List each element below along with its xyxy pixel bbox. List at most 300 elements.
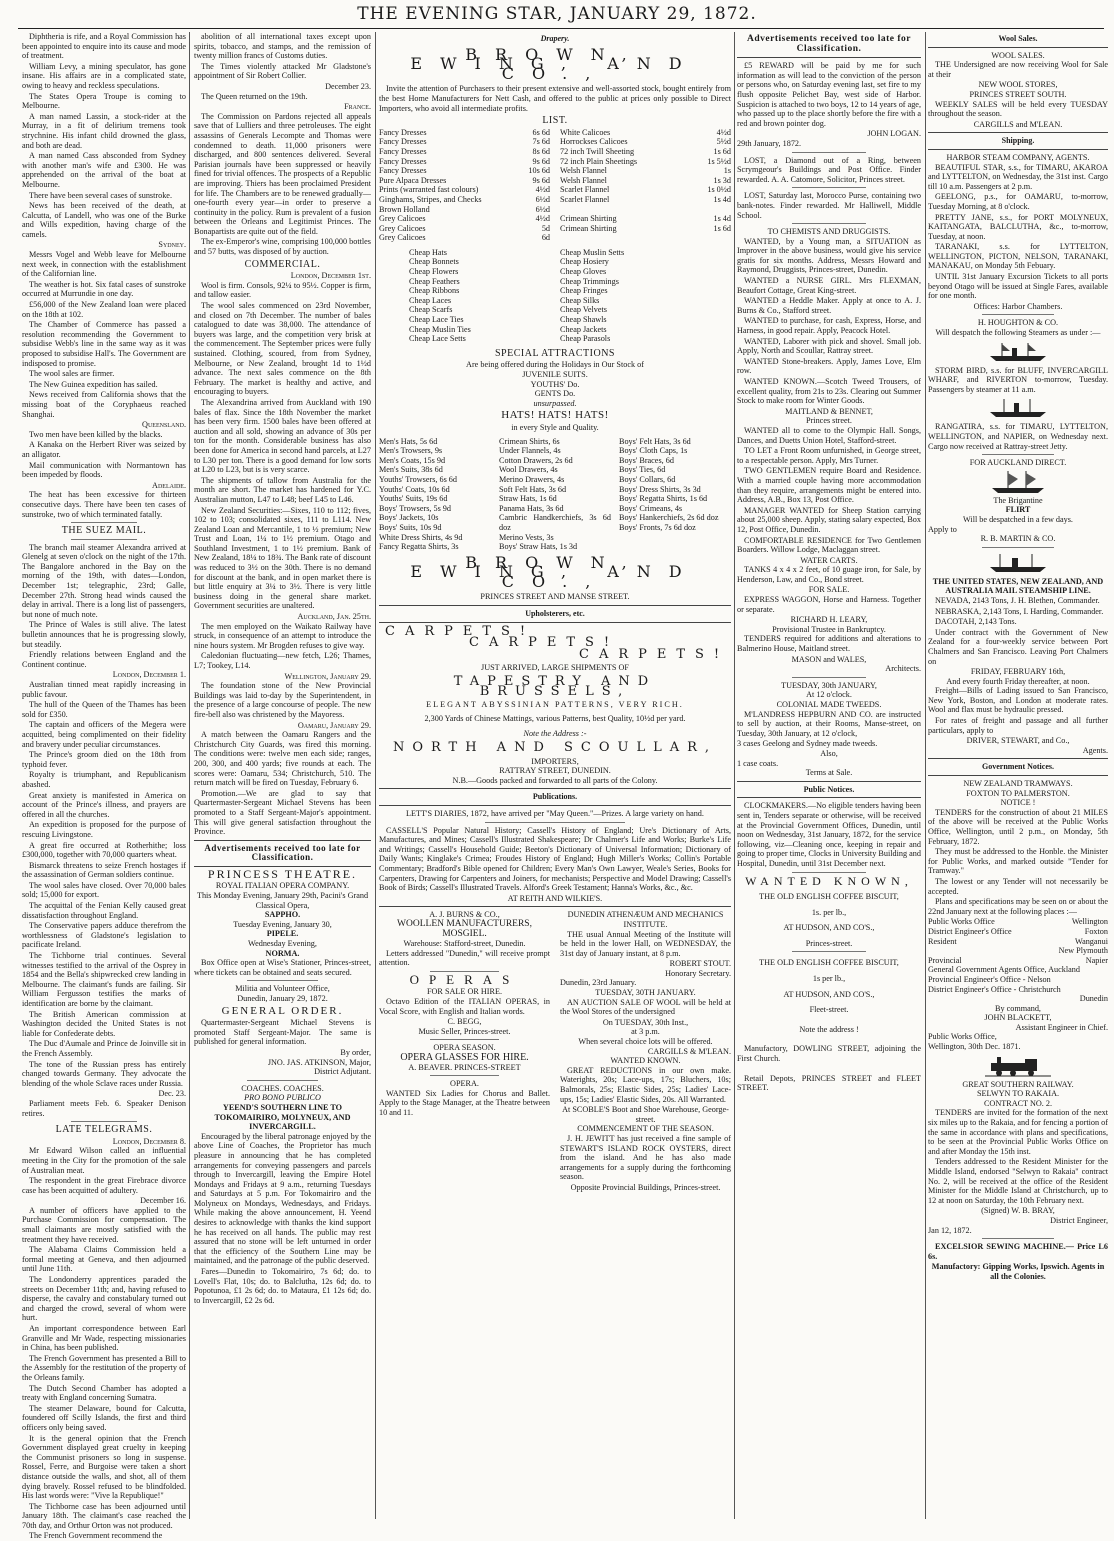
news-paragraph: The men employed on the Waikato Railway have struck, in consequence of an attempt to introduce the nine hours system. Mr Brogden refuses to give way. bbox=[194, 621, 371, 650]
ad-title: COLONIAL MADE TWEEDS. bbox=[776, 700, 882, 709]
news-paragraph: The tone of the Russian press has entirely changed towards Germany. They advocate the blending of the whole Sclave races under Russia. bbox=[22, 1059, 186, 1088]
ad-line: PIPELE. bbox=[266, 929, 299, 939]
price-row bbox=[379, 224, 550, 234]
price-row bbox=[560, 147, 731, 157]
small-ads-left bbox=[379, 910, 550, 1192]
news-paragraph: Bismarck threatens to seize French hostages if the assassination of German soldiers continue. bbox=[22, 860, 186, 880]
ad-line: 3 cases Geelong and Sydney made tweeds. bbox=[737, 739, 878, 749]
price-row-value: 4½d bbox=[716, 127, 731, 137]
divider bbox=[430, 1075, 498, 1076]
news-paragraph: abolition of all international taxes except upon spirits, tobacco, and stamps, and the remission of twenty million francs of Customs duties. bbox=[194, 32, 371, 61]
price-row bbox=[560, 166, 731, 176]
ad-line: THE usual Annual Meeting of the Institute will be held in the lower Hall, on WEDNESDAY, the 31st day of January instant, at 8 p.m. bbox=[560, 929, 731, 958]
price-row-value: 9s 6d bbox=[532, 156, 550, 166]
ad-line: 29th January, 1872. bbox=[737, 138, 802, 148]
price-row-value: 10s 6d bbox=[528, 166, 550, 176]
price-row-label: Crimean Shirting bbox=[560, 214, 617, 224]
ad-line: WANTED a NURSE GIRL. Mrs FLEXMAN, Beaufort Cottage, Great King-street. bbox=[737, 276, 921, 295]
news-paragraph: News received from California shows that the missing boat of the Coryphaeus reached Shanghai. bbox=[22, 390, 186, 419]
ad-line: in every Style and Quality. bbox=[511, 422, 599, 432]
ad-line: They must be addressed to the Honble. the Minister for Public Works, and marked outside "Tender for Tramway." bbox=[928, 847, 1108, 876]
ad-line: CARGILLS and M'LEAN. bbox=[973, 119, 1063, 129]
price-row-label: Fancy Dresses bbox=[379, 166, 427, 176]
news-paragraph: The Prince of Wales is still alive. The latest bulletin announces that he is progressing slowly, but steadily. bbox=[22, 620, 186, 649]
ad-line: District Engineer's Office - Christchurch bbox=[928, 984, 1061, 994]
clothing-item: Boys' Ties, 6d bbox=[619, 465, 666, 475]
ad-line: Public Works Office, bbox=[928, 1032, 997, 1042]
ad-line: MAITLAND & BENNET, bbox=[785, 406, 873, 416]
news-paragraph: Wool is firm. Consols, 92¼ to 95½. Copper is firm, and tallow easier. bbox=[194, 280, 371, 300]
news-paragraph: Mail communication with Normantown has been impeded by floods. bbox=[22, 460, 186, 480]
price-row-label: 72 inch Plain Sheetings bbox=[560, 156, 638, 166]
price-row bbox=[560, 224, 731, 234]
ad-line: NEW WOOL STORES, bbox=[978, 80, 1058, 90]
column-divider bbox=[375, 32, 376, 1519]
news-paragraph: A number of officers have applied to the Purchase Commission for compensation. The small claimants are mostly satisfied with the treatment they have received. bbox=[22, 1205, 186, 1244]
ad-title: OPERA GLASSES FOR HIRE. bbox=[400, 1052, 529, 1064]
price-row-label: Fancy Dresses bbox=[379, 137, 427, 147]
ad-line: RICHARD H. LEARY, bbox=[790, 615, 868, 625]
clothing-item: Fancy Regatta Shirts, 3s bbox=[379, 542, 459, 552]
price-row-label: Brown Holland bbox=[379, 204, 430, 214]
ad-line: Wednesday Evening, bbox=[248, 939, 317, 949]
ad-line: TO LET a Front Room unfurnished, in George street, to a respectable person. Apply, Mrs Turner. bbox=[737, 446, 921, 465]
place-row-label: District Engineer's Office bbox=[928, 926, 1012, 936]
clothing-item: Wool Drawers, 4s bbox=[499, 465, 558, 475]
divider bbox=[982, 547, 1054, 548]
clothing-item: Soft Felt Hats, 3s 6d bbox=[499, 484, 567, 494]
price-row-label: Welsh Flannel bbox=[560, 175, 607, 185]
clothing-item: Boys' Braces, 6d bbox=[619, 455, 674, 465]
ad-line: OPERA. bbox=[450, 1079, 479, 1089]
ad-line: Note the address ! bbox=[799, 1024, 859, 1034]
ad-line: NEVADA, 2143 Tons, J. H. Blethen, Commander. bbox=[935, 595, 1100, 605]
ad-line: JOHN BLACKETT, bbox=[984, 1013, 1052, 1023]
news-paragraph: An important correspondence between Earl Granville and Mr Wade, respecting missionaries in China, has been published. bbox=[22, 1324, 186, 1353]
steamship-icon bbox=[928, 396, 1108, 420]
price-list bbox=[379, 128, 731, 243]
price-row bbox=[379, 137, 550, 147]
dateline: Wellington, January 29. bbox=[284, 671, 371, 681]
news-paragraph: The French Government recommend the bbox=[29, 1531, 163, 1541]
news-paragraph: A man named Cass absconded from Sydney with another man's wife and £300. He was apprehended on the arrival of the boat at Melbourne. bbox=[22, 151, 186, 189]
column-divider bbox=[189, 32, 190, 1519]
divider bbox=[379, 605, 731, 606]
ad-line: This Monday Evening, January 29th, Pacini's Grand Classical Opera, bbox=[196, 891, 369, 910]
ad-line: (Signed) W. B. BRAY, bbox=[981, 1206, 1055, 1216]
ad-line: Will be despatched in a few days. bbox=[963, 514, 1073, 524]
price-row bbox=[379, 233, 550, 243]
ad-line: WANTED to purchase, for cash, Express, Horse, and Harness, in good repair. Apply, Peacock Hotel. bbox=[737, 316, 921, 336]
news-paragraph: The wool sales have closed. Over 70,000 bales sold; 15,000 for export. bbox=[22, 880, 186, 900]
price-row-value: 1s bbox=[723, 166, 731, 176]
ad-line: CLOCKMAKERS.—No eligible tenders having been sent in, Tenders separate or otherwise, will be received at the Provincial Government Offices, Dunedin, until noon on Wednesday, 31st January, 1872, for the service following, viz—Cleaning once, keeping in repair and going to proper time, Clocks in University Building and Hospital, Dunedin, until 31st December next. bbox=[737, 801, 921, 868]
ad-line: AT REITH AND WILKIE'S. bbox=[507, 893, 603, 903]
cheap-list-right bbox=[560, 248, 701, 344]
news-paragraph: The Queen returned on the 19th. bbox=[201, 91, 308, 101]
news-paragraph: The ex-Emperor's wine, comprising 100,000 bottles and 57 butts, was disposed of by auction. bbox=[194, 237, 371, 257]
ad-line: Retail Depots, PRINCES STREET and FLEET STREET. bbox=[737, 1073, 921, 1093]
price-row-label: Scarlet Flannel bbox=[560, 185, 610, 195]
price-row-label: White Calicoes bbox=[560, 127, 611, 137]
news-paragraph: New Zealand Securities:—Sixes, 110 to 112; fives, 102 to 103; consolidated sixes, 111 to L114. New Zealand Loan and Mercantile, 1 to ½ premium; New Trust and Loan, 1¼ to 1½ premium. Otago and Southland Investment, 1 to 1½ premium. Bank of New Zealand, 18¼ to 18¾. The Bank rate of discount was reduced to 3½ on the 30th. There is no demand for discount at the bank, and in open market there is but little enquiry at 3¼ to 3½. There is very little business doing in the general share market. Government securities are unaltered. bbox=[194, 505, 371, 611]
cheap-item: Cheap Bonnets bbox=[409, 257, 459, 267]
ad-title: NEW ZEALAND TRAMWAYS. bbox=[963, 779, 1073, 789]
place-row-value: Foxton bbox=[1084, 926, 1108, 936]
place-row bbox=[928, 956, 1108, 966]
news-paragraph: Mr Edward Wilson called an influential meeting in the City for the promotion of the sale of Australian meat. bbox=[22, 1146, 186, 1175]
masthead-rule bbox=[18, 28, 1104, 29]
clothing-list-c bbox=[619, 437, 731, 552]
news-paragraph: The States Opera Troupe is coming to Melbourne. bbox=[22, 91, 186, 111]
ad-line: JUST ARRIVED, LARGE SHIPMENTS OF bbox=[481, 663, 629, 673]
price-row bbox=[379, 147, 550, 157]
ad-line: THE Undersigned are now receiving Wool for Sale at their bbox=[928, 60, 1108, 79]
ad-line: Music Seller, Princes-street. bbox=[418, 1026, 511, 1036]
cheap-item: Cheap Gloves bbox=[560, 267, 607, 277]
dateline: Queensland. bbox=[142, 420, 186, 430]
price-row-value: 1s 6d bbox=[713, 223, 731, 233]
news-paragraph: The Dutch Second Chamber has adopted a treaty with England concerning Sumatra. bbox=[22, 1383, 186, 1403]
price-row-label: 72 inch Twill Sheeting bbox=[560, 146, 635, 156]
cheap-item: Cheap Lace Setts bbox=[409, 334, 466, 344]
ad-line: General Government Agents Office, Auckland bbox=[928, 965, 1080, 975]
price-row-value: 4½d bbox=[535, 214, 550, 224]
news-paragraph: The Alabama Claims Commission held a formal meeting at Geneva, and then adjourned until June 11th. bbox=[22, 1245, 186, 1274]
price-row-label: Welsh Flannel bbox=[560, 166, 607, 176]
ad-line: PRINCES STREET SOUTH. bbox=[969, 89, 1067, 99]
ad-line: FRIDAY, FEBRUARY 16th, bbox=[970, 667, 1066, 677]
ad-line: Militia and Volunteer Office, bbox=[235, 984, 330, 994]
ad-line: Plans and specifications may be seen on or about the 22nd January next at the following places :— bbox=[928, 897, 1108, 916]
news-paragraph: The Chamber of Commerce has passed a resolution recommending the Government to subsidise Webb's line in the same way as it was proposed to subsidise Hall's. The Government are indisposed to promise. bbox=[22, 320, 186, 368]
place-row-value: Wanganui bbox=[1075, 936, 1108, 946]
clothing-item: Boys' Jackets, 10s bbox=[379, 513, 439, 523]
section-heading: Government Notices. bbox=[982, 762, 1054, 772]
ad-line: PRETTY JANE, s.s., for PORT MOLYNEUX, KAITANGATA, BALCLUTHA, &c., to-morrow, Tuesday, at noon. bbox=[928, 212, 1108, 241]
clothing-item: Youths' Trowsers, 6s 6d bbox=[379, 474, 457, 484]
cheap-list-left bbox=[409, 248, 550, 344]
ad-line: JNO. JAS. ATKINSON, Major, bbox=[267, 1057, 371, 1067]
clothing-item: Boys' Straw Hats, 1s 3d bbox=[499, 542, 578, 552]
ad-title: TUESDAY, 30th JANUARY, bbox=[781, 680, 877, 690]
divider bbox=[792, 187, 866, 188]
column-3-ads bbox=[379, 32, 731, 1521]
ad-line: Tuesday Evening, January 30, bbox=[233, 919, 332, 929]
ad-line: MANAGER WANTED for Sheep Station carrying about 25,000 sheep. Apply, stating salary expected, Box 12, Post Office, Dunedin. bbox=[737, 505, 921, 534]
ad-line: at 3 p.m. bbox=[631, 1027, 660, 1037]
price-row-label: Grey Calicoes bbox=[379, 214, 426, 224]
ad-line: Freight—Bills of Lading issued to San Francisco, New York, Boston, and London at moderate rates. Wool and flax must be hydraulic pressed. bbox=[928, 686, 1108, 715]
news-paragraph: There have been several cases of sunstroke. bbox=[29, 190, 172, 200]
clothing-item: Boys' Dress Shirts, 3s 3d bbox=[619, 484, 701, 494]
ad-line: R. B. MARTIN & CO. bbox=[980, 534, 1056, 544]
clothing-item: Boys' Cloth Caps, 1s bbox=[619, 446, 688, 456]
ad-line: 1s. per lb., bbox=[811, 907, 847, 917]
ad-title: OPERAS bbox=[409, 971, 520, 987]
ad-line: Assistant Engineer in Chief. bbox=[1015, 1022, 1108, 1032]
clothing-item: Youths' Coats, 10s 6d bbox=[379, 484, 450, 494]
price-row bbox=[379, 214, 550, 224]
ad-line: FOR SALE OR HIRE. bbox=[426, 987, 503, 997]
news-paragraph: The Tichborne trial continues. Several witnesses testified to the arrival of the Osprey in 1854 and the Bella's shipwrecked crew landing in Melbourne. The claimant's funds are failing. Sir William Fergusson testifies the marks of identification are borne by the claimant. bbox=[22, 951, 186, 1008]
masthead: THE EVENING STAR, JANUARY 29, 1872. bbox=[357, 4, 757, 24]
price-row-value: 6½d bbox=[535, 194, 550, 204]
ad-line: District Engineer, bbox=[1050, 1215, 1108, 1225]
ad-title: GREAT SOUTHERN RAILWAY. bbox=[962, 1079, 1074, 1089]
clothing-item: Boys' Crimeans, 4s bbox=[619, 503, 683, 513]
ad-line: AT HUDSON, AND CO'S., bbox=[783, 923, 875, 933]
price-row-value: 5½d bbox=[716, 137, 731, 147]
section-heading: Shipping. bbox=[1001, 136, 1035, 146]
price-row bbox=[560, 185, 731, 195]
ad-line: DRIVER, STEWART, and Co., bbox=[966, 736, 1070, 746]
locomotive-icon bbox=[928, 1054, 1108, 1078]
ad-line: ROBERT STOUT. bbox=[669, 959, 731, 969]
ad-line: Are being offered during the Holidays in Our Stock of bbox=[466, 360, 644, 370]
clothing-item: Men's Trowsers, 9s bbox=[379, 446, 443, 456]
ad-title: THE UNITED STATES, NEW ZEALAND, AND AUSTRALIA MAIL STEAMSHIP LINE. bbox=[932, 576, 1104, 596]
place-row bbox=[928, 937, 1108, 947]
column-5-ads bbox=[928, 32, 1108, 1521]
news-paragraph: The Times violently attacked Mr Gladstone's appointment of Sir Robert Collier. bbox=[194, 61, 371, 81]
firm-title: BROWN, EWING, AND CO., bbox=[410, 552, 700, 591]
clothing-item: Merino Vests, 3s bbox=[499, 532, 554, 542]
ad-line: LOST, Saturday last, Morocco Purse, containing two bank-notes. Finder rewarded. Mr Halliwell, Middle School. bbox=[737, 191, 921, 220]
ad-title: FOR AUCKLAND DIRECT. bbox=[969, 458, 1067, 468]
ad-line: BEAUTIFUL STAR, s.s., for TIMARU, AKAROA and LYTTELTON, on Wednesday, the 31st inst. Cargo till 10 a.m. Passengers at 2 p.m. bbox=[928, 162, 1108, 191]
news-paragraph: William Levy, a mining speculator, has gone insane. His affairs are in a complicated state, owing to heavy and reckless speculations. bbox=[22, 61, 186, 90]
ad-line: NOTICE ! bbox=[1000, 798, 1036, 808]
ad-line: FLIRT bbox=[1005, 505, 1031, 515]
section-heading: Wool Sales. bbox=[998, 34, 1038, 43]
divider bbox=[485, 822, 626, 823]
ad-line: GEELONG, p.s., for OAMARU, to-morrow, Tuesday Morning, at 8 o'clock. bbox=[928, 192, 1108, 211]
divider bbox=[792, 223, 866, 224]
ad-line: Honorary Secretary. bbox=[665, 968, 731, 978]
ad-line: LETT'S DIARIES, 1872, have arrived per "May Queen."—Prizes. A large variety on hand. bbox=[406, 808, 704, 818]
ad-line: On TUESDAY, 30th Inst., bbox=[602, 1017, 689, 1027]
price-row-label: Ginghams, Stripes, and Checks bbox=[379, 194, 482, 204]
dateline: Dec. 23. bbox=[158, 1089, 186, 1099]
ad-line: FOXTON TO PALMERSTON. bbox=[966, 788, 1070, 798]
price-row-label: Horrockses Calicoes bbox=[560, 137, 628, 147]
divider bbox=[379, 622, 731, 623]
clothing-item: Men's Hats, 5s 6d bbox=[379, 436, 438, 446]
section-heading: LATE TELEGRAMS. bbox=[55, 1124, 153, 1136]
divider bbox=[737, 781, 921, 782]
ad-line: Invite the attention of Purchasers to their present extensive and well-assorted stock, bought entirely from the best Home Manufacturers for Nett Cash, and offered to the public at prices only possible to Direct Importers, who avoid all intermediate profits. bbox=[379, 84, 731, 113]
clothing-item: Panama Hats, 3s 6d bbox=[499, 503, 564, 513]
news-paragraph: The respondent in the great Firebrace divorce case has been acquitted of adultery. bbox=[22, 1176, 186, 1195]
news-paragraph: Caledonian fluctuating—new fetch, L26; Thames, L7; Tookey, L14. bbox=[194, 651, 371, 670]
ad-line: Princes-street. bbox=[805, 938, 853, 948]
ad-line: THE OLD ENGLISH COFFEE BISCUIT, bbox=[759, 892, 899, 902]
divider bbox=[928, 758, 1108, 759]
ad-line: SAPPHO. bbox=[264, 910, 301, 920]
column-divider bbox=[925, 32, 926, 1519]
ad-line: EXPRESS WAGGON, Horse and Harness. Together or separate. bbox=[737, 595, 921, 614]
ad-line: PRO BONO PUBLICO bbox=[244, 1093, 321, 1103]
place-row-label: Provincial bbox=[928, 955, 962, 965]
column-2-news bbox=[194, 32, 371, 1521]
ad-line: Tenders addressed to the Resident Minister for the Middle Island, endorsed "Selwyn to Rakaia" contract No. 2, will be received at the office of the Resident Minister for the Middle Island at Christchurch, up to 12 at noon on Saturday, the 10th February next. bbox=[928, 1157, 1108, 1205]
cheap-item: Cheap Lace Ties bbox=[409, 315, 464, 325]
ad-title: WOOL SALES. bbox=[991, 50, 1045, 60]
clothing-item: Straw Hats, 1s 6d bbox=[499, 494, 557, 504]
price-list-left bbox=[379, 128, 550, 243]
ad-line: Under contract with the Government of New Zealand for a four-weekly service between Port Chalmers and San Francisco. Leaving Port Chalmers on bbox=[928, 627, 1108, 666]
ad-line: Provincial Engineer's Office - Nelson bbox=[928, 974, 1051, 984]
ad-line: 2,300 Yards of Chinese Mattings, various Patterns, best Quality, 10½d per yard. bbox=[424, 713, 686, 723]
price-row-value: 1s 4d bbox=[713, 194, 731, 204]
cheap-item: Cheap Fringes bbox=[560, 286, 608, 296]
price-row-label: Grey Calicoes bbox=[379, 233, 426, 243]
news-paragraph: The Prince's groom died on the 18th from typhoid fever. bbox=[22, 750, 186, 769]
ad-line: When several choice lots will be offered. bbox=[578, 1037, 713, 1047]
place-row-value: Wellington bbox=[1071, 917, 1108, 927]
clothing-item: Crimean Shirts, 6s bbox=[499, 436, 560, 446]
clothing-item: White Dress Shirts, 4s 9d bbox=[379, 532, 463, 542]
clothing-item: Boys' Trowsers, 5s 9d bbox=[379, 503, 451, 513]
ad-line: TENDERS required for additions and alterations to Balmerino House, Maitland street. bbox=[737, 634, 921, 654]
ad-line: Apply to bbox=[928, 524, 957, 534]
price-row-value: 7s 6d bbox=[532, 137, 550, 147]
place-row bbox=[928, 917, 1108, 927]
cheap-item: Cheap Flowers bbox=[409, 267, 459, 277]
ad-line: AT HUDSON, AND CO'S., bbox=[783, 989, 875, 999]
price-row bbox=[379, 195, 550, 205]
news-paragraph: It is the general opinion that the French Government displayed great cruelty in keeping the Communist prisoners so long in suspense. Rossel, Ferre, and Burgoise were taken a short distance outside the walls, and shot, all of them dying bravely. Rossel refused to be blindfolded. His last words were: "Vive la Republique!" bbox=[22, 1433, 186, 1501]
cheap-item: Cheap Muslin Ties bbox=[409, 324, 471, 334]
ad-line: COMFORTABLE RESIDENCE for Two Gentlemen Boarders. Willow Lodge, Maclaggan street. bbox=[737, 535, 921, 555]
clothing-item: Boys' Collars, 6d bbox=[619, 474, 676, 484]
ad-line: WANTED, by a Young man, a SITUATION as Improver in the above business, would give his service gratis for six months. Address, Messrs Howard and Raymond, Druggists, Princes-street, Dunedin. bbox=[737, 236, 921, 275]
clothing-list-a bbox=[379, 437, 491, 552]
ad-line: PRINCES STREET AND MANSE STREET. bbox=[480, 592, 630, 602]
clothing-item: Under Flannels, 4s bbox=[499, 446, 561, 456]
divider bbox=[928, 775, 1108, 776]
ad-line: Warehouse: Stafford-street, Dunedin. bbox=[403, 939, 526, 949]
price-row-value: 8s 6d bbox=[532, 146, 550, 156]
news-paragraph: The wool sales are firmer. bbox=[29, 369, 115, 379]
divider bbox=[737, 57, 921, 58]
price-row bbox=[379, 166, 550, 176]
news-paragraph: Diphtheria is rife, and a Royal Commission has been appointed to enquire into its cause and mode of treatment. bbox=[22, 32, 186, 61]
section-heading: SPECIAL ATTRACTIONS bbox=[495, 347, 615, 359]
news-paragraph: Australian tinned meat rapidly increasing in public favour. bbox=[22, 680, 186, 699]
ad-line: WANTED KNOWN. bbox=[610, 1056, 681, 1066]
price-row bbox=[560, 205, 731, 215]
ad-title: WATER CARTS. bbox=[800, 555, 858, 565]
ad-line: N.B.—Goods packed and forwarded to all parts of the Colony. bbox=[452, 775, 658, 785]
ad-line: WANTED Stone-breakers. Apply, James Love, Elm row. bbox=[737, 356, 921, 376]
carpets-title: CARPETS! bbox=[469, 635, 620, 651]
ad-line: OPERA SEASON. bbox=[433, 1043, 496, 1053]
clothing-item: Boys' Felt Hats, 3s 6d bbox=[619, 436, 691, 446]
ad-line: J. H. JEWITT has just received a fine sample of STEWART'S ISLAND ROCK OYSTERS, direct from the island. And he has also made arrangements for a supply during the forthcoming season. bbox=[560, 1133, 731, 1182]
divider bbox=[379, 805, 731, 806]
divider bbox=[379, 906, 731, 907]
place-row-label: Resident bbox=[928, 936, 957, 946]
ad-line: A. BEAVER. PRINCES-STREET bbox=[408, 1062, 521, 1072]
section-heading: Advertisements received too late for Classification. bbox=[204, 842, 361, 863]
news-paragraph: The heat has been excessive for thirteen consecutive days. There have been ten cases of sunstroke, two of which terminated fatally. bbox=[22, 490, 186, 519]
clothing-item: Boys' Regatta Shirts, 1s 6d bbox=[619, 494, 708, 504]
news-paragraph: A man named Lassin, a stock-rider at the Murray, in a fit of delirium tremens took strychnine. His infant child drowned the glass, and both are dead. bbox=[22, 111, 186, 150]
ad-line: GENTS Do. bbox=[534, 389, 576, 399]
ad-line: Offices: Harbor Chambers. bbox=[973, 301, 1063, 311]
ad-line: STORM BIRD, s.s. for BLUFF, INVERCARGILL WHARF, and RIVERTON to-morrow, Tuesday. Passengers by steamer at 11 a.m. bbox=[928, 365, 1108, 394]
cheap-item: Cheap Laces bbox=[409, 295, 452, 305]
ad-line: Princes street. bbox=[806, 416, 852, 426]
price-row-value: 6d bbox=[541, 233, 550, 243]
ad-line: WANTED, Laborer with pick and shovel. Small job. Apply, North and Scoullar, Rattray street. bbox=[737, 336, 921, 356]
ad-line: At 12 o'clock. bbox=[806, 690, 852, 700]
price-row-label: Grey Calicoes bbox=[379, 223, 426, 233]
divider bbox=[71, 1121, 137, 1122]
dateline: London, December 8. bbox=[112, 1136, 186, 1146]
section-heading: Upholsterers, etc. bbox=[525, 609, 585, 619]
ad-line: Provisional Trustee in Bankruptcy. bbox=[772, 624, 886, 634]
news-paragraph: The Duc d'Aumale and Prince de Joinville sit in the French Assembly. bbox=[22, 1039, 187, 1058]
ad-line: Encouraged by the liberal patronage enjoyed by the above Line of Coaches, the Proprietor has much pleasure in announcing that he has completed arrangements for conveying passengers and parcels through to Invercargill, leaving the Empire Hotel Mondays and Fridays at 9 a.m., returning Tuesdays and Saturdays at 5 p.m. For Tokomairiro and the Molyneux on Mondays, Wednesdays, and Fridays. While making the above announcement, H. Yeend desires to acknowledge with thanks the kind support he has received on all hands. The public may rest assured that no stone will be left unturned in order that the efficiency of the Southern Line may be maintained, and the patronage of the public deserved. bbox=[194, 1131, 371, 1266]
price-row bbox=[560, 176, 731, 186]
price-row-label: Prints (warranted fast colours) bbox=[379, 185, 479, 195]
price-row bbox=[560, 128, 731, 138]
ad-line: WANTED all to come to the Olympic Hall. Songs, Dances, and Duetts Union Hotel, Stafford-street. bbox=[737, 425, 921, 445]
section-heading: Advertisements received too late for Classification. bbox=[747, 34, 911, 54]
dateline: London, December 1. bbox=[112, 670, 186, 680]
ad-title: HARBOR STEAM COMPANY, AGENTS. bbox=[946, 152, 1090, 162]
clothing-item: Boys' Hankerchiefs, 2s 6d doz bbox=[619, 513, 719, 523]
clothing-item: Merino Drawers, 4s bbox=[499, 474, 565, 484]
divider bbox=[792, 677, 866, 678]
news-paragraph: The shipments of tallow from Australia for the month are short. The market has hardened for Y.C. Australian mutton, L47 to L48; beef L45 to L46. bbox=[194, 475, 371, 504]
divider bbox=[928, 47, 1108, 48]
ad-line: TWO GENTLEMEN require Board and Residence. With a married couple having more accommodation than they require, arrangements might be entered into. Address, A.B., Box 13, Post Office. bbox=[737, 466, 921, 505]
news-paragraph: Great anxiety is manifested in America on account of the Prince's illness, and prayers are offered in all the churches. bbox=[22, 790, 186, 819]
section-heading: Publications. bbox=[532, 792, 578, 802]
clothing-list-b bbox=[499, 437, 611, 552]
price-row bbox=[379, 205, 550, 215]
news-paragraph: A Kanaka on the Herbert River was seized by an alligator. bbox=[22, 440, 186, 459]
ad-line: WANTED a Heddle Maker. Apply at once to A. J. Burns & Co., Stafford street. bbox=[737, 296, 921, 315]
ad-title: NORTH AND SCOULLAR, bbox=[392, 740, 718, 755]
price-row bbox=[560, 195, 731, 205]
news-paragraph: Two men have been killed by the blacks. bbox=[29, 429, 163, 439]
ad-title: DUNEDIN ATHENÆUM AND MECHANICS INSTITUTE. bbox=[567, 910, 724, 929]
ad-line: TANKS 4 x 4 x 2 feet, of 10 guage iron, for Sale, by Henderson, Law, and Co., Bond street. bbox=[737, 565, 921, 584]
price-row bbox=[560, 137, 731, 147]
column-1-news bbox=[22, 32, 187, 1541]
ad-line: WANTED Six Ladies for Chorus and Ballet. Apply to the Stage Manager, at the Theatre between 10 and 11. bbox=[379, 1088, 550, 1117]
price-row bbox=[560, 157, 731, 167]
cheap-item: Cheap Muslin Setts bbox=[560, 247, 625, 257]
place-row bbox=[928, 927, 1108, 937]
price-row-value: 9s 6d bbox=[532, 175, 550, 185]
ad-line: District Adjutant. bbox=[314, 1067, 371, 1077]
dateline: December 23. bbox=[325, 81, 371, 91]
news-paragraph: £56,000 of the New Zealand loan were placed on the 18th at 102. bbox=[22, 300, 186, 319]
price-row-value: 4½d bbox=[535, 185, 550, 195]
ad-line: ELEGANT ABYSSINIAN PATTERNS, VERY RICH. bbox=[426, 700, 684, 710]
ad-line: WANTED KNOWN.—Scotch Tweed Trousers, of excellent quality, from 21s to 23s. Clearing out Summer Stock to make room for Winter Goods. bbox=[737, 377, 921, 406]
price-row-label: Pure Alpaca Dresses bbox=[379, 175, 447, 185]
divider bbox=[792, 951, 866, 952]
price-row-label: Fancy Dresses bbox=[379, 156, 427, 166]
news-paragraph: Friendly relations between England and the Continent continue. bbox=[22, 650, 186, 669]
